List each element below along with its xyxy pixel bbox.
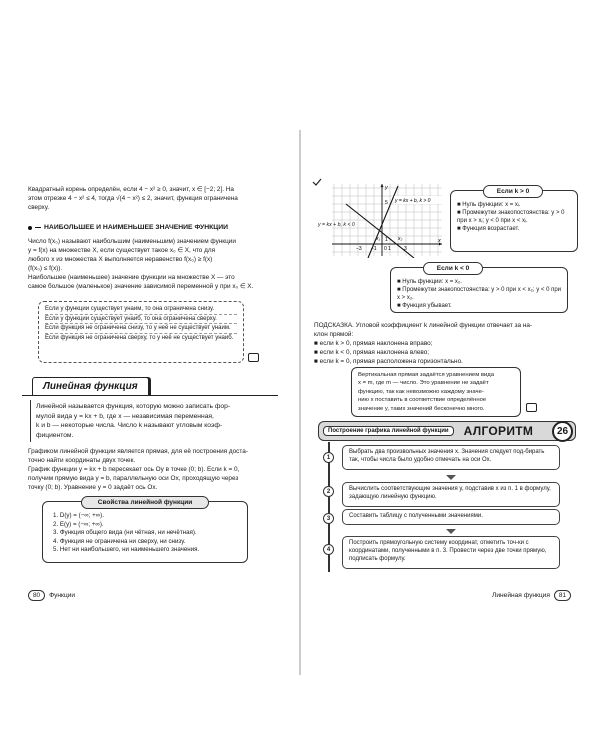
line-k-negative-label bbox=[318, 222, 355, 228]
root-label-x1: x₁ bbox=[376, 236, 381, 242]
hint-line: клон прямой: bbox=[314, 331, 354, 338]
intro-line-3: сверху. bbox=[28, 204, 50, 211]
algorithm-label bbox=[323, 426, 454, 436]
step-arrow-icon bbox=[446, 475, 456, 480]
tick-label: 5 bbox=[385, 200, 388, 206]
vertical-note-line: Вертикальная прямая задаётся уравнением вида bbox=[358, 372, 495, 378]
property-item: 1. D(y) = (−∞; +∞). bbox=[53, 512, 104, 519]
vertical-note-line: значение y, таких значений бесконечно много. bbox=[358, 405, 485, 412]
k-negative-item-text: Функция убывает. bbox=[402, 303, 452, 309]
tick-label: 1 bbox=[388, 246, 391, 252]
tick-label: 0 bbox=[384, 246, 387, 252]
topic-tab-title: Линейная функция bbox=[43, 381, 138, 392]
algorithm-number-badge bbox=[552, 421, 573, 442]
properties-title bbox=[81, 496, 209, 509]
k-positive-title bbox=[483, 185, 543, 198]
footer-title: Функции bbox=[49, 592, 76, 599]
k-positive-item: ■ Нуль функции: x = xᵢ. bbox=[457, 202, 521, 208]
graph-line: График функции y = kx + b пересекает ось Oy в точке (0; b). Если k = 0, bbox=[28, 466, 240, 473]
algorithm-header bbox=[318, 421, 576, 441]
heading-dash-icon bbox=[35, 227, 41, 228]
algorithm-step bbox=[342, 445, 560, 470]
tab-underline bbox=[22, 395, 278, 396]
algorithm-word: АЛГОРИТМ bbox=[463, 424, 534, 438]
k-negative-title bbox=[423, 262, 483, 275]
k-positive-list bbox=[457, 201, 575, 233]
book-spine bbox=[299, 130, 301, 675]
properties-title-text: Свойства линейной функции bbox=[97, 499, 193, 506]
algorithm-step bbox=[342, 482, 560, 507]
linear-definition-bracket bbox=[30, 400, 31, 442]
graph-line: получим прямую вида y = b, параллельную оси Ox, проходящую через bbox=[28, 475, 239, 482]
linear-def-line: фициентом. bbox=[36, 431, 74, 439]
intro-line-1: Квадратный корень определён, если 4 − x² ≥ 0, значит, x ∈ [−2; 2]. На bbox=[28, 186, 234, 193]
step-number-text: 2 bbox=[326, 488, 331, 495]
step-arrow-icon bbox=[446, 529, 456, 534]
linear-definition bbox=[36, 402, 274, 440]
k-negative-item-text: Промежутки знакопостоянства: y > 0 при x < x₂; y < 0 при x > x₂. bbox=[397, 287, 562, 301]
book-icon bbox=[526, 403, 537, 412]
y-axis-label: y bbox=[385, 185, 388, 191]
tick-label: −3 bbox=[356, 246, 362, 252]
step-number bbox=[323, 452, 334, 463]
k-positive-box bbox=[450, 190, 578, 252]
k-negative-item-text: Нуль функции: x = x₂. bbox=[402, 279, 462, 285]
note-line: Если функция не ограничена сверху, то у неё не существует yнаиб. bbox=[45, 334, 234, 341]
note-line: Если функция не ограничена снизу, то у неё не существует yнаим. bbox=[45, 324, 237, 334]
step-number bbox=[323, 544, 334, 555]
graph-grid bbox=[332, 184, 442, 256]
linear-def-line: Линейной называется функция, которую можно записать фор- bbox=[36, 403, 231, 410]
linear-graph bbox=[330, 182, 444, 258]
linear-def-line: мулой вида y = kx + b, где x — независимая переменная, bbox=[36, 412, 214, 420]
def-line: Число f(x₀) называют наибольшим (наименьшим) значением функции bbox=[28, 238, 236, 245]
step-text: Выбрать два произвольных значения x. Значения следует под-бирать так, чтобы числа было удобно отмечать на оси Ox. bbox=[349, 449, 545, 463]
k-positive-item-text: Промежутки знакопостоянства: y > 0 при x > xᵢ; y < 0 при x < xᵢ. bbox=[457, 210, 565, 224]
checkmark-icon bbox=[312, 178, 322, 186]
topic-tab bbox=[32, 377, 149, 395]
algorithm-label-text: Построение графика линейной функции bbox=[328, 428, 449, 434]
vertical-note-line: x = m, где m — число. Это уравнение не задаёт bbox=[358, 380, 489, 387]
axis-arrows bbox=[381, 184, 443, 246]
tick-label: −1 bbox=[371, 246, 377, 252]
linear-def-line: k и b — некоторые числа. Число k называют угловым коэф- bbox=[36, 422, 223, 430]
hint-item: ■ если k < 0, прямая наклонена влево; bbox=[314, 349, 430, 356]
tick-label: 1 bbox=[385, 237, 388, 243]
step-text: Вычислить соответствующие значения y, подставив x из п. 1 в формулу, задающую линейную функцию. bbox=[349, 486, 551, 500]
line-k-negative-label-text: y = kx + b, k < 0 bbox=[318, 222, 355, 228]
hint-item-text: если k < 0, прямая наклонена влево; bbox=[319, 349, 430, 356]
step-text: Построить прямоугольную систему координат, отметить точ-ки с координатами, полученными в п. 3. Провести через две точки прямую, подписать формулу. bbox=[349, 540, 547, 562]
vertical-note-line: функцию, так как невозможно каждому значе- bbox=[358, 388, 484, 395]
page-number: 80 bbox=[28, 590, 45, 601]
property-item: 2. E(y) = (−∞; +∞). bbox=[53, 520, 104, 528]
graph-line: Графиком линейной функции является прямая, для её построения доста- bbox=[28, 448, 248, 455]
step-number bbox=[323, 486, 334, 497]
k-negative-item: ■ Промежутки знакопостоянства: y > 0 при x < x₂; y < 0 при x > x₂. bbox=[397, 287, 562, 301]
hint-paragraph bbox=[314, 321, 576, 366]
k-negative-list bbox=[397, 278, 565, 310]
k-positive-title-text: Если k > 0 bbox=[496, 188, 530, 195]
note-line: Если у функции существует yнаиб, то она ограничена сверху. bbox=[45, 315, 237, 325]
step-number-text: 3 bbox=[326, 515, 331, 522]
property-item: 5. Нет ни наибольшего, ни наименьшего значения. bbox=[53, 546, 200, 554]
algorithm-number: 26 bbox=[556, 425, 569, 437]
intro-line-2: этом отрезке 4 − x² ≤ 4, тогда √(4 − x²) ≤ 2, значит, функция ограничена bbox=[28, 195, 238, 202]
k-negative-item: ■ Функция убывает. bbox=[397, 303, 452, 309]
hint-item: ■ если k = 0, прямая расположена горизонтально. bbox=[314, 358, 463, 365]
footer-title: Линейная функция bbox=[492, 592, 550, 599]
page-number: 81 bbox=[554, 590, 571, 601]
k-positive-item-text: Функция возрастает. bbox=[462, 226, 520, 232]
def-line: Наибольшее (наименьшее) значение функции на множестве X — это bbox=[28, 274, 235, 281]
step-number-text: 4 bbox=[326, 546, 331, 553]
hint-item-text: если k = 0, прямая расположена горизонтально. bbox=[319, 358, 463, 365]
graph-paragraph bbox=[28, 447, 276, 492]
properties-list bbox=[53, 512, 199, 555]
step-number-text: 1 bbox=[326, 454, 331, 461]
extremes-note-box bbox=[38, 301, 244, 363]
heading-dot-icon bbox=[28, 226, 32, 230]
property-item: 4. Функция не ограничена ни сверху, ни снизу. bbox=[53, 537, 186, 545]
hint-item: ■ если k > 0, прямая наклонена вправо; bbox=[314, 340, 433, 347]
tick-label: 3 bbox=[404, 246, 407, 252]
def-line: самое большое (маленькое) значение зависимой переменной y при x₀ ∈ X. bbox=[28, 283, 254, 290]
algorithm-step bbox=[342, 509, 560, 525]
step-number bbox=[323, 513, 334, 524]
vertical-note-line: нию x поставить в соответствие определённое bbox=[358, 397, 487, 404]
note-line: Если у функции существует yнаим, то она ограничена снизу. bbox=[45, 305, 237, 315]
book-icon bbox=[248, 353, 259, 362]
algorithm-step bbox=[342, 536, 560, 569]
right-footer bbox=[492, 590, 571, 601]
k-negative-box bbox=[390, 267, 568, 313]
hint-line: ПОДСКАЗКА. Угловой коэффициент k линейной функции отвечает за на- bbox=[314, 322, 533, 329]
def-line: y = f(x) на множестве X, если существует такое x₀ ∈ X, что для bbox=[28, 247, 216, 254]
intro-paragraph bbox=[28, 185, 276, 212]
x-axis-label: x bbox=[438, 238, 441, 244]
k-positive-item: ■ Функция возрастает. bbox=[457, 226, 520, 232]
def-line: любого x из множества X выполняется неравенство f(x₀) ≥ f(x) bbox=[28, 256, 213, 263]
k-positive-item: ■ Промежутки знакопостоянства: y > 0 при x > xᵢ; y < 0 при x < xᵢ. bbox=[457, 210, 565, 224]
def-line: (f(x₀) ≤ f(x)). bbox=[28, 265, 63, 272]
k-negative-item: ■ Нуль функции: x = x₂. bbox=[397, 279, 462, 285]
graph-line: точку (0; b). Уравнение y = 0 задаёт ось Ox. bbox=[28, 484, 158, 491]
line-k-positive-label: y = kx + b, k > 0 bbox=[395, 198, 431, 204]
k-positive-item-text: Нуль функции: x = xᵢ. bbox=[462, 202, 521, 208]
section-heading-extremes bbox=[28, 224, 278, 231]
left-footer bbox=[28, 590, 75, 601]
root-label-x2: x₂ bbox=[398, 236, 403, 242]
properties-box bbox=[42, 501, 248, 563]
graph-line: точно найти координаты двух точек. bbox=[28, 457, 136, 464]
section-title: НАИБОЛЬШЕЕ И НАИМЕНЬШЕЕ ЗНАЧЕНИЕ ФУНКЦИИ bbox=[44, 224, 229, 231]
property-item: 3. Функция общего вида (ни чётная, ни нечётная). bbox=[53, 529, 197, 537]
definition-paragraph bbox=[28, 237, 276, 291]
vertical-line-note bbox=[351, 367, 521, 417]
hint-item-text: если k > 0, прямая наклонена вправо; bbox=[319, 340, 433, 347]
step-text: Составить таблицу с полученными значениями. bbox=[349, 513, 483, 519]
k-negative-title-text: Если k < 0 bbox=[436, 265, 470, 272]
